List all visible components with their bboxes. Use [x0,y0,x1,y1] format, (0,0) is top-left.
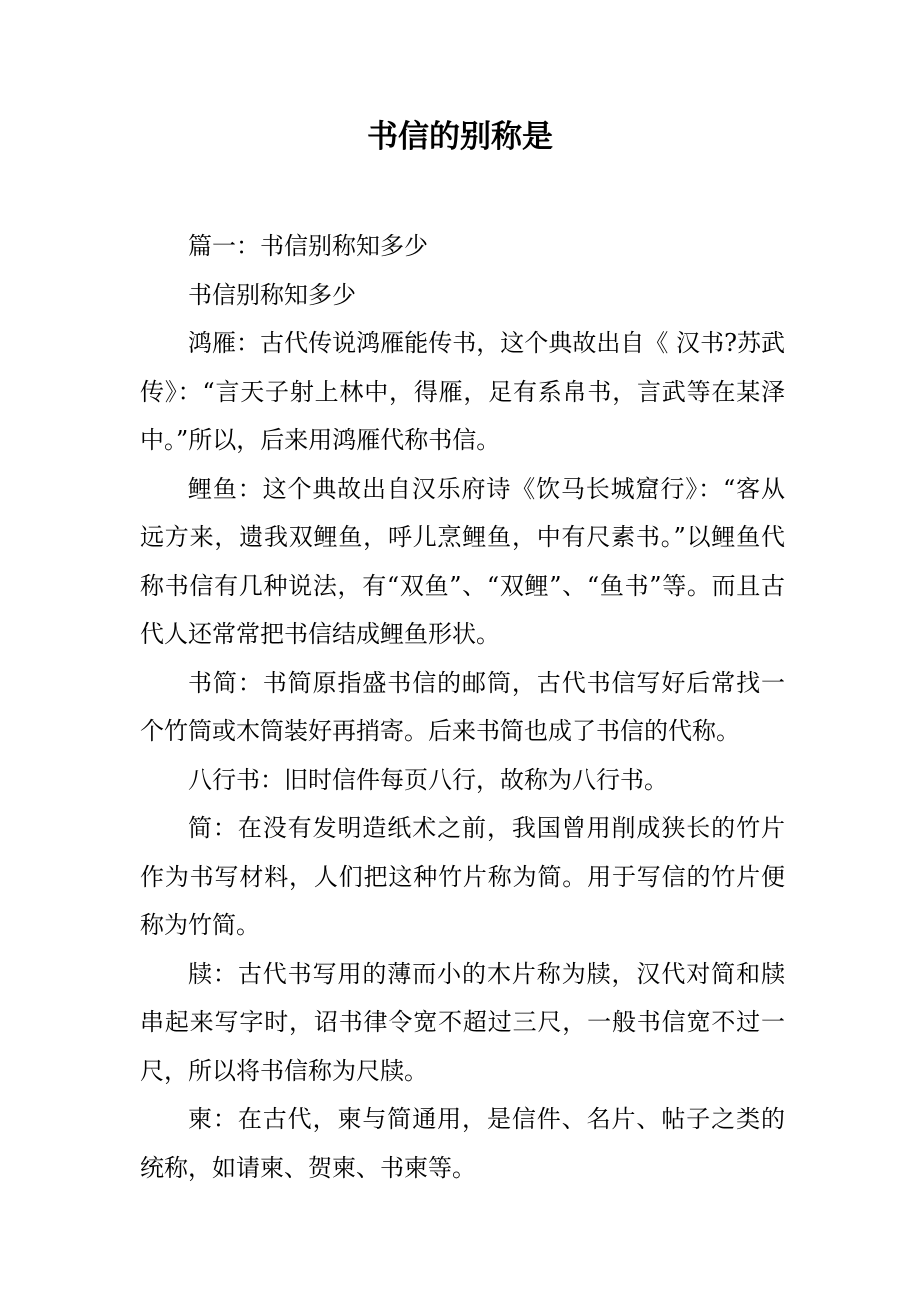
paragraph-jian: 简：在没有发明造纸术之前，我国曾用削成狭长的竹片作为书写材料，人们把这种竹片称为简。用于写信的竹片便称为竹简。 [140,814,785,939]
paragraph-du: 牍：古代书写用的薄而小的木片称为牍，汉代对简和牍串起来写字时，诏书律令宽不超过三尺，一般书信宽不过一尺，所以将书信称为尺牍。 [140,959,785,1085]
paragraph-shujian: 书简：书简原指盛书信的邮筒，古代书信写好后常找一个竹筒或木筒装好再捎寄。后来书简也成了书信的代称。 [140,668,785,745]
paragraph-hongyan: 鸿雁：古代传说鸿雁能传书，这个典故出自《 汉书?苏武传》：“言天子射上林中，得雁，足有系帛书，言武等在某泽中。”所以，后来用鸿雁代称书信。 [140,329,785,454]
document-body [140,222,785,1192]
paragraph-heading: 篇一：书信别称知多少 [188,232,428,260]
paragraph-liyu: 鲤鱼：这个典故出自汉乐府诗《饮马长城窟行》：“客从远方来，遗我双鲤鱼，呼儿烹鲤鱼，中有尺素书。”以鲤鱼代称书信有几种说法，有“双鱼”、“双鲤”、“鱼书”等。而且古代人还常常把书信结成鲤鱼形状。 [140,474,785,648]
paragraph-jian-card: 柬：在古代，柬与简通用，是信件、名片、帖子之类的统称，如请柬、贺柬、书柬等。 [140,1105,785,1182]
paragraph-subheading: 书信别称知多少 [188,280,356,309]
paragraph-baxingshu: 八行书：旧时信件每页八行，故称为八行书。 [188,765,668,794]
page-title: 书信的别称是 [367,119,553,155]
